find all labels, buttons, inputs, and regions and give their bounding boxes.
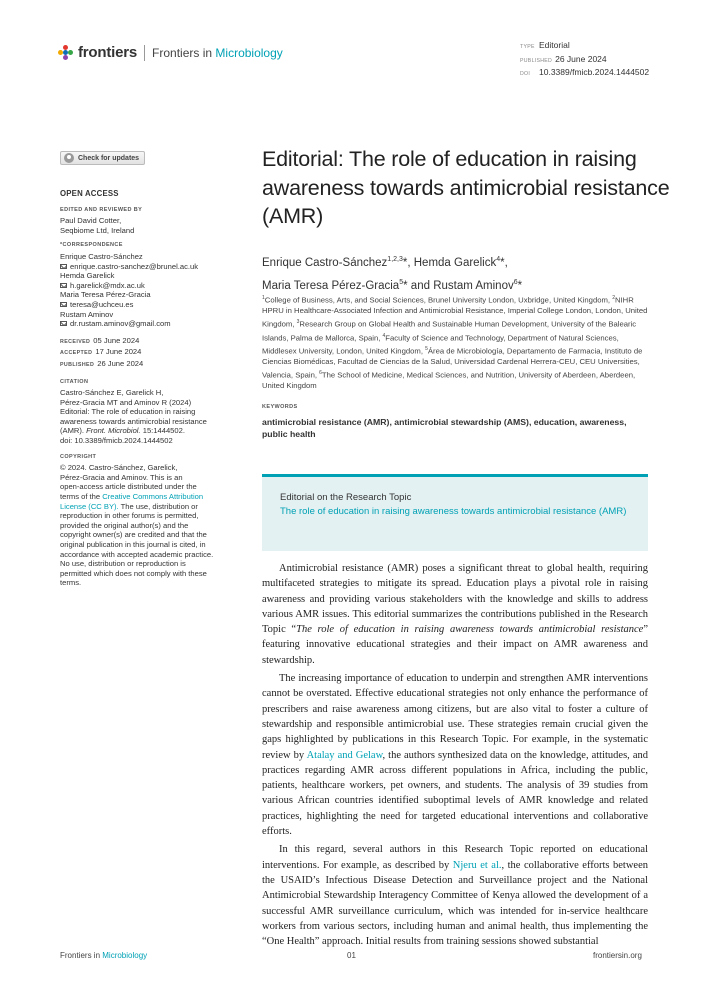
correspondence-heading: *CORRESPONDENCE xyxy=(60,242,123,249)
topic-heading: Editorial on the Research Topic xyxy=(280,492,412,503)
citation-heading: CITATION xyxy=(60,378,89,385)
accepted-date: 17 June 2024 xyxy=(95,347,142,357)
author[interactable]: Maria Teresa Pérez-Gracia xyxy=(262,279,400,292)
frontiers-logo[interactable] xyxy=(58,44,283,61)
email-icon xyxy=(60,264,67,269)
copyright-heading: COPYRIGHT xyxy=(60,453,97,460)
brand-name: frontiers xyxy=(78,44,138,61)
published-label: PUBLISHED xyxy=(60,361,95,368)
email-icon xyxy=(60,283,67,288)
email-icon xyxy=(60,321,67,326)
doi-label: DOI xyxy=(520,71,531,77)
reference-link[interactable]: Njeru et al. xyxy=(452,859,502,871)
journal-name: Frontiers in Microbiology xyxy=(152,45,283,60)
editor-affiliation: Seqbiome Ltd, Ireland xyxy=(60,225,135,235)
reference-link[interactable]: Atalay and Gelaw xyxy=(306,749,383,761)
paragraph: Antimicrobial resistance (AMR) poses a significant threat to global health, requiring multifaceted strategies to mitigate its spread. Education plays a pivotal role in raising awareness and providing various stakeholders with the knowledge and skills to address various AMR issues. This editorial summarizes the contributions published in the Research Topic “The role of education in raising awareness towards antimicrobial resistance” featuring innovative educational strategies and their impact on AMR awareness and stewardship. xyxy=(262,563,648,666)
corr-name: Enrique Castro-Sánchez xyxy=(60,251,143,261)
paragraph: In this regard, several authors in this Research Topic reported on educational interventions. For example, as described by Njeru et al., the collaborative efforts between the USAID’s Infectious Disease Detection and Surveillance project and the National Antimicrobial Stewardship Interagency Committee of Kenya allowed the development of a successful AMR surveillance curriculum, which was intended for in-service healthcare workers from various sectors, including human and animal health, thus implementing the “One Health” approach. Initial results from training sessions showed substantial xyxy=(262,844,649,948)
frontiers-logo-icon xyxy=(58,45,73,60)
copyright-text: © 2024. Castro-Sánchez, Garelick, Pérez-Gracia and Aminov. This is an open-access article distributed under the terms of the Creative Commons Attribution License (CC BY). The use, distribution or reproduction in other forums is permitted, provided the original author(s) and the copyright owner(s) are credited and that the original publication in this journal is cited, in accordance with accepted academic practice. No use, distribution or reproduction is permitted which does not comply with these terms. xyxy=(60,463,214,588)
logo-divider xyxy=(144,45,145,61)
license-link[interactable]: Creative Commons Attribution xyxy=(102,492,204,502)
published-date: 26 June 2024 xyxy=(97,358,144,368)
type-label: TYPE xyxy=(520,44,535,50)
corr-email-link[interactable]: dr.rustam.aminov@gmail.com xyxy=(70,319,171,329)
email-icon xyxy=(60,302,67,307)
corr-email-link[interactable]: h.garelick@mdx.ac.uk xyxy=(70,280,145,290)
corr-email-link[interactable]: teresa@uchceu.es xyxy=(70,299,134,309)
footer-site-link[interactable]: frontiersin.org xyxy=(593,951,642,960)
author[interactable]: Hemda Garelick xyxy=(413,256,497,269)
received-label: RECEIVED xyxy=(60,338,91,345)
license-link[interactable]: License (CC BY). xyxy=(60,501,119,511)
doi-value: 10.3389/fmicb.2024.1444502 xyxy=(539,67,650,77)
article-title: Editorial: The role of education in raising awareness towards antimicrobial resistance (AMR) xyxy=(262,147,670,229)
corr-name: Rustam Aminov xyxy=(60,309,114,319)
editor-name: Paul David Cotter, xyxy=(60,216,122,226)
check-updates-icon xyxy=(64,153,74,163)
affiliations: $^1$College of Business, Arts, and Social Sciences, Brunel University London, Uxbridge, United Kingdom, $^2$NIHR HPRU in Healthcare-Associated Infection and Antimicrobial Resistance, Imperial College London, London, United Kingdom, $^3$Research Group on Global Health and Sustainable Human Development, University of the Balearic Islands, Palma de Mallorca, Spain, $^4$Faculty of Science and Technology, Department of Natural Sciences, Middlesex University, London, United Kingdom, $^5$Área de Microbiología, Departamento de Farmacia, Instituto de Ciencias Biomédicas, Facultad de Ciencias de la Salud, Universidad Cardenal Herrera-CEU, CEU Universities, Valencia, Spain, $^6$The School of Medicine, Medical Sciences, and Nutrition, University of Aberdeen, Aberdeen, United Kingdom xyxy=(262,295,648,391)
article-body xyxy=(262,561,648,952)
footer-journal: Frontiers in Microbiology xyxy=(60,951,148,960)
received-date: 05 June 2024 xyxy=(93,335,140,345)
page-number: 01 xyxy=(347,951,356,960)
research-topic-box xyxy=(262,474,648,551)
citation-text: Castro-Sánchez E, Garelick H, Pérez-Gracia MT and Aminov R (2024) Editorial: The role of education in raising awareness towards antimicrobial resistance (AMR). Front. Microbiol. 15:1444502. doi: 10.3389/fmicb.2024.1444502 xyxy=(60,388,207,446)
type-value: Editorial xyxy=(539,40,570,50)
accepted-label: ACCEPTED xyxy=(60,350,93,357)
edited-heading: EDITED AND REVIEWED BY xyxy=(60,206,143,213)
check-for-updates-button[interactable]: Check for updates xyxy=(60,151,145,165)
corr-name: Hemda Garelick xyxy=(60,271,115,281)
corr-email-link[interactable]: enrique.castro-sanchez@brunel.ac.uk xyxy=(70,261,199,271)
author-list: Enrique Castro-Sánchez$^{1,2,3}$*, Hemda Garelick$^4$*, Maria Teresa Pérez-Gracia$^5$* and Rustam Aminov$^6$* xyxy=(262,256,523,292)
corr-name: Maria Teresa Pérez-Gracia xyxy=(60,290,151,300)
author[interactable]: Rustam Aminov xyxy=(433,279,514,292)
paragraph: The increasing importance of education to underpin and strengthen AMR interventions cannot be overstated. Effective educational strategies not only enhance the performance of prescribers and raise awareness among citizens, but are also vital to foster a culture of stewardship and responsible antimicrobial use. These strategies remain crucial given the gaps highlighted by publications in this Research Topic. For example, in the systematic review by Atalay and Gelaw, the authors synthesized data on the knowledge, attitudes, and practices regarding AMR across different populations in Africa, including the public, patients, healthcare workers, pet owners, and students. The analysis of 39 studies from various African countries identified suboptimal levels of AMR knowledge and related practices, highlighting the need for targeted educational interventions and collaborative efforts. xyxy=(262,673,648,838)
topic-link[interactable]: The role of education in raising awareness towards antimicrobial resistance (AMR) xyxy=(280,506,627,517)
author[interactable]: Enrique Castro-Sánchez xyxy=(262,256,388,269)
open-access-label: OPEN ACCESS xyxy=(60,189,119,198)
sidebar xyxy=(60,189,238,588)
keywords: antimicrobial resistance (AMR), antimicrobial stewardship (AMS), education, awareness, public health xyxy=(262,417,627,439)
published-label: PUBLISHED xyxy=(520,57,553,64)
article-meta xyxy=(520,40,649,81)
published-value: 26 June 2024 xyxy=(555,53,607,64)
keywords-heading: KEYWORDS xyxy=(262,404,298,410)
